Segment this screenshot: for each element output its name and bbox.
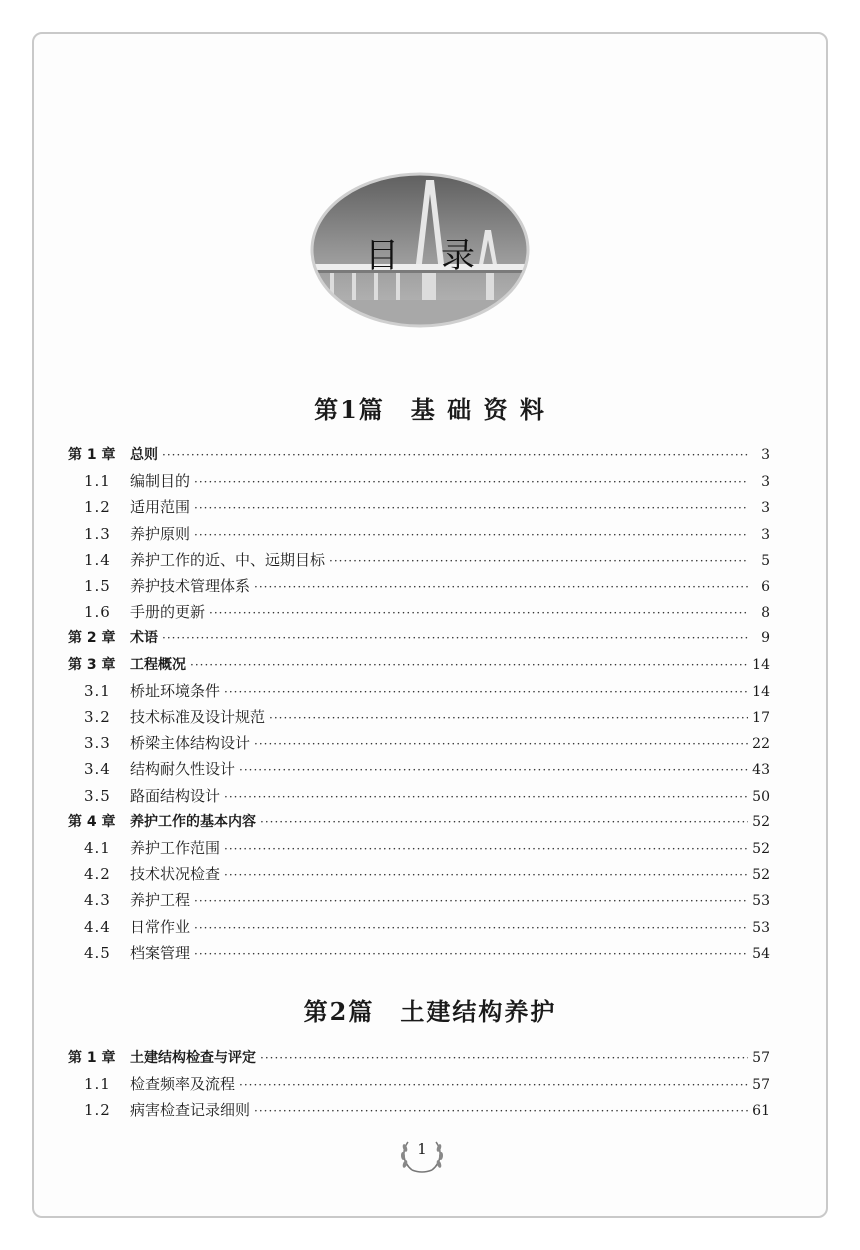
- toc-entry-number: 1.2: [84, 498, 111, 517]
- toc-section-row[interactable]: [68, 496, 770, 520]
- toc-entry-title: 养护原则: [130, 524, 191, 543]
- toc-entry-number: 4.4: [84, 917, 111, 936]
- toc-entry-label: [68, 444, 158, 464]
- toc-entry-number: 1.1: [84, 472, 111, 491]
- toc-leader-dots: [194, 528, 748, 542]
- toc-entry-page: 3: [761, 474, 770, 491]
- toc-entry-title: 养护技术管理体系: [130, 577, 251, 595]
- part-1-title: 第1篇 基 础 资 料: [314, 395, 546, 424]
- toc-entry-page: 57: [752, 1050, 770, 1066]
- toc-leader-dots: [194, 921, 748, 935]
- toc-entry-number: 3.3: [84, 734, 111, 753]
- toc-entry-page: 9: [761, 630, 770, 647]
- toc-leader-dots: [194, 947, 748, 961]
- toc-entry-page: 8: [761, 605, 770, 622]
- toc-entry-label: [68, 496, 190, 517]
- toc-entry-label: [68, 837, 220, 858]
- toc-entry-number: 第 3 章: [68, 656, 116, 673]
- toc-entry-label: [68, 732, 250, 753]
- toc-leader-dots: [209, 606, 748, 620]
- toc-entry-title: 工程概况: [130, 656, 186, 673]
- toc-entry-number: 4.5: [84, 943, 111, 962]
- toc-entry-page: 3: [761, 500, 770, 517]
- toc-section-row[interactable]: [68, 916, 770, 940]
- toc-section-row[interactable]: [68, 575, 770, 599]
- toc-entry-number: 1.5: [84, 577, 111, 595]
- toc-section-row[interactable]: [68, 837, 770, 861]
- toc-leader-dots: [190, 658, 748, 672]
- toc-entry-title: 技术状况检查: [130, 865, 221, 884]
- toc-entry-number: 3.1: [84, 681, 111, 700]
- toc-section-row[interactable]: [68, 1099, 770, 1123]
- toc-entry-label: [68, 654, 186, 674]
- toc-entry-page: 3: [761, 526, 770, 543]
- toc-chapter-row[interactable]: [68, 627, 770, 651]
- toc-leader-dots: [162, 448, 748, 462]
- toc-leader-dots: [260, 1051, 748, 1065]
- toc-leader-dots: [194, 894, 748, 908]
- toc-entry-page: 54: [752, 945, 770, 962]
- toc-entry-label: [68, 601, 205, 622]
- toc-entry-title: 养护工作的基本内容: [130, 813, 256, 830]
- part-2-title: 第2篇 土建结构养护: [303, 997, 557, 1026]
- toc-entry-label: [68, 863, 220, 884]
- toc-leader-dots: [260, 815, 748, 829]
- toc-entry-label: [68, 706, 265, 727]
- toc-section-row[interactable]: [68, 889, 770, 913]
- toc-section-row[interactable]: [68, 680, 770, 704]
- toc-chapter-row[interactable]: [68, 811, 770, 835]
- toc-entry-label: [68, 811, 256, 831]
- toc-entry-number: 4.2: [84, 865, 111, 884]
- toc-leader-dots: [224, 790, 748, 804]
- toc-leader-dots: [239, 763, 748, 777]
- toc-entry-title: 结构耐久性设计: [130, 760, 236, 779]
- toc-leader-dots: [162, 631, 748, 645]
- toc-entry-title: 病害检查记录细则: [130, 1101, 251, 1120]
- toc-entry-page: 52: [752, 841, 770, 857]
- toc-entry-label: [68, 1099, 250, 1120]
- toc-entry-label: [68, 785, 220, 806]
- toc-title: 目录: [365, 236, 517, 276]
- toc-entry-label: [68, 916, 190, 937]
- toc-section-row[interactable]: [68, 706, 770, 730]
- toc-entry-number: 第 1 章: [68, 1050, 116, 1066]
- toc-entry-label: [68, 1073, 235, 1094]
- toc-entry-title: 术语: [130, 630, 158, 647]
- toc-section-row[interactable]: [68, 785, 770, 809]
- toc-entry-number: 第 1 章: [68, 447, 116, 463]
- toc-entry-page: 53: [752, 919, 770, 936]
- toc-section-row[interactable]: [68, 732, 770, 756]
- toc-entry-page: 5: [761, 552, 770, 569]
- toc-entry-title: 检查频率及流程: [130, 1075, 236, 1094]
- toc-entry-number: 4.3: [84, 891, 111, 910]
- toc-entry-label: [68, 1047, 256, 1067]
- toc-leader-dots: [224, 685, 748, 699]
- toc-entry-page: 52: [752, 813, 770, 830]
- toc-leader-dots: [194, 475, 748, 489]
- toc-entry-number: 1.6: [84, 603, 111, 622]
- toc-entry-label: [68, 680, 220, 701]
- toc-entry-number: 3.2: [84, 708, 111, 726]
- toc-entry-page: 53: [752, 893, 770, 910]
- toc-entry-label: [68, 627, 158, 647]
- page-number: 1: [417, 1140, 427, 1158]
- toc-entry-label: [68, 549, 325, 570]
- toc-entry-number: 3.4: [84, 760, 111, 779]
- toc-entry-title: 总则: [130, 447, 158, 463]
- toc-entry-page: 17: [752, 710, 770, 726]
- toc-entry-title: 养护工程: [130, 891, 191, 910]
- toc-entry-title: 编制目的: [130, 472, 191, 491]
- toc-entry-number: 1.4: [84, 550, 111, 569]
- toc-leader-dots: [269, 711, 748, 725]
- toc-section-row[interactable]: [68, 758, 770, 782]
- toc-section-row[interactable]: [68, 470, 770, 494]
- toc-entry-title: 养护工作的近、中、远期目标: [130, 550, 326, 569]
- toc-section-row[interactable]: [68, 1073, 770, 1097]
- toc-leader-dots: [329, 554, 748, 568]
- toc-chapter-row[interactable]: [68, 444, 770, 468]
- toc-entry-page: 14: [752, 656, 770, 673]
- toc-entry-label: [68, 942, 190, 963]
- toc-entry-number: 第 4 章: [68, 813, 116, 830]
- toc-leader-dots: [239, 1078, 748, 1092]
- toc-leader-dots: [254, 1104, 748, 1118]
- toc-chapter-row[interactable]: [68, 1047, 770, 1071]
- toc-entry-number: 1.3: [84, 524, 111, 543]
- toc-entry-number: 1.2: [84, 1101, 111, 1120]
- toc-leader-dots: [194, 501, 748, 515]
- toc-entry-title: 桥址环境条件: [130, 681, 221, 700]
- toc-entry-page: 50: [752, 788, 770, 805]
- toc-leader-dots: [254, 580, 748, 594]
- toc-entry-title: 适用范围: [130, 498, 191, 517]
- toc-entry-page: 14: [752, 683, 770, 700]
- toc-section-row[interactable]: [68, 523, 770, 547]
- toc-entry-title: 养护工作范围: [130, 839, 221, 857]
- toc-entry-page: 52: [752, 867, 770, 884]
- toc-section-row[interactable]: [68, 942, 770, 966]
- toc-entry-page: 43: [752, 762, 770, 779]
- toc-section-row[interactable]: [68, 863, 770, 887]
- toc-entry-title: 技术标准及设计规范: [130, 708, 266, 726]
- toc-entry-page: 57: [752, 1077, 770, 1094]
- toc-leader-dots: [254, 737, 748, 751]
- toc-entry-page: 22: [752, 736, 770, 753]
- toc-entry-label: [68, 889, 190, 910]
- toc-entry-title: 桥梁主体结构设计: [130, 734, 251, 753]
- toc-entry-label: [68, 758, 235, 779]
- toc-entry-label: [68, 470, 190, 491]
- toc-section-row[interactable]: [68, 601, 770, 625]
- toc-entry-page: 6: [761, 579, 770, 595]
- toc-entry-title: 手册的更新: [130, 603, 206, 622]
- toc-entry-label: [68, 523, 190, 544]
- toc-entry-number: 第 2 章: [68, 630, 116, 647]
- toc-leader-dots: [224, 842, 748, 856]
- toc-entry-number: 1.1: [84, 1075, 111, 1094]
- toc-entry-page: 3: [761, 447, 770, 463]
- toc-entry-label: [68, 575, 250, 596]
- toc-chapter-row[interactable]: [68, 654, 770, 678]
- toc-entry-title: 土建结构检查与评定: [130, 1050, 256, 1066]
- toc-entry-title: 档案管理: [130, 943, 191, 962]
- toc-entry-page: 61: [752, 1103, 770, 1120]
- toc-section-row[interactable]: [68, 549, 770, 573]
- toc-entry-title: 日常作业: [130, 917, 191, 936]
- toc-entry-number: 3.5: [84, 786, 111, 805]
- toc-entry-number: 4.1: [84, 839, 111, 857]
- toc-leader-dots: [224, 868, 748, 882]
- toc-entry-title: 路面结构设计: [130, 786, 221, 805]
